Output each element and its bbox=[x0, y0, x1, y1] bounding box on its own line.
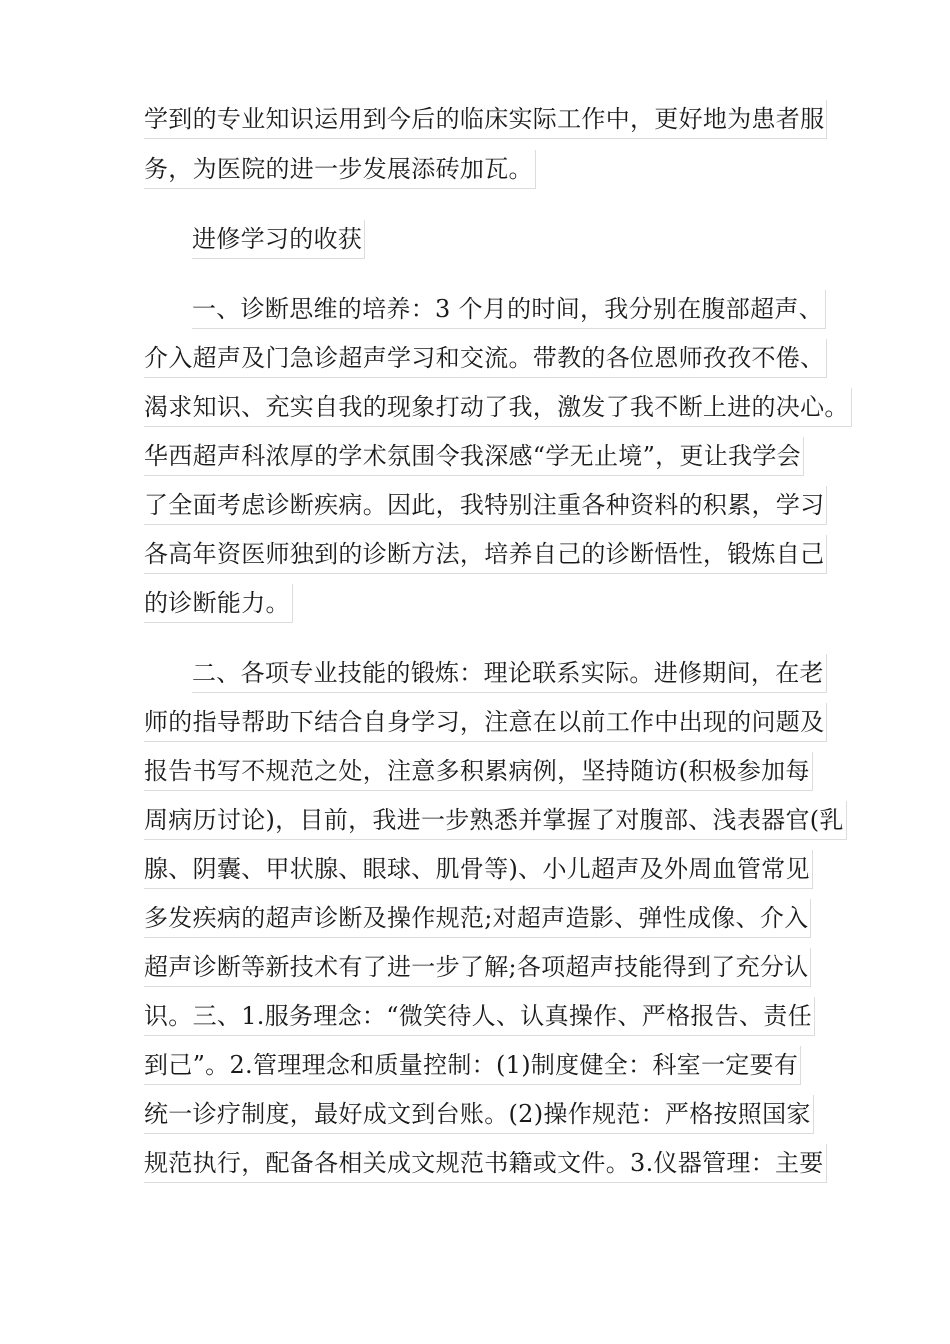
paragraph2-line-2-text: 师的指导帮助下结合自身学习，注意在以前工作中出现的问题及 bbox=[144, 703, 827, 742]
intro-line-2 bbox=[144, 150, 536, 188]
paragraph1-line-1 bbox=[192, 290, 826, 328]
paragraph1-line-6 bbox=[144, 535, 827, 573]
paragraph2-line-7 bbox=[144, 948, 811, 986]
paragraph2-line-5-text: 腺、阴囊、甲状腺、眼球、肌骨等)、小儿超声及外周血管常见 bbox=[144, 850, 813, 889]
paragraph2-line-6 bbox=[144, 899, 811, 937]
paragraph2-line-1-text: 二、各项专业技能的锻炼：理论联系实际。进修期间，在老 bbox=[192, 654, 827, 693]
intro-line-1-text: 学到的专业知识运用到今后的临床实际工作中，更好地为患者服 bbox=[144, 100, 827, 139]
section-heading-text: 进修学习的收获 bbox=[192, 220, 365, 259]
paragraph2-line-10 bbox=[144, 1095, 814, 1133]
paragraph2-line-9-text: 到己”。2.管理理念和质量控制：(1)制度健全：科室一定要有 bbox=[144, 1046, 801, 1085]
paragraph1-line-6-text: 各高年资医师独到的诊断方法，培养自己的诊断悟性，锻炼自己 bbox=[144, 535, 827, 574]
paragraph2-line-4-text: 周病历讨论)，目前，我进一步熟悉并掌握了对腹部、浅表器官(乳 bbox=[144, 801, 847, 840]
paragraph1-line-2 bbox=[144, 339, 827, 377]
paragraph2-line-3 bbox=[144, 752, 813, 790]
paragraph2-line-4 bbox=[144, 801, 847, 839]
paragraph2-line-1 bbox=[192, 654, 827, 692]
paragraph2-line-10-text: 统一诊疗制度，最好成文到台账。(2)操作规范：严格按照国家 bbox=[144, 1095, 814, 1134]
paragraph1-line-3 bbox=[144, 388, 852, 426]
paragraph1-line-7-text: 的诊断能力。 bbox=[144, 584, 293, 623]
paragraph2-line-2 bbox=[144, 703, 827, 741]
paragraph1-line-5 bbox=[144, 486, 827, 524]
paragraph1-line-2-text: 介入超声及门急诊超声学习和交流。带教的各位恩师孜孜不倦、 bbox=[144, 339, 827, 378]
intro-line-2-text: 务，为医院的进一步发展添砖加瓦。 bbox=[144, 150, 536, 189]
paragraph1-line-3-text: 渴求知识、充实自我的现象打动了我，激发了我不断上进的决心。 bbox=[144, 388, 852, 427]
paragraph2-line-7-text: 超声诊断等新技术有了进一步了解;各项超声技能得到了充分认 bbox=[144, 948, 811, 987]
paragraph2-line-3-text: 报告书写不规范之处，注意多积累病例，坚持随访(积极参加每 bbox=[144, 752, 813, 791]
paragraph1-line-4-text: 华西超声科浓厚的学术氛围令我深感“学无止境”，更让我学会 bbox=[144, 437, 804, 476]
paragraph2-line-8-text: 识。三、1.服务理念：“微笑待人、认真操作、严格报告、责任 bbox=[144, 997, 815, 1036]
section-heading bbox=[192, 220, 365, 258]
paragraph2-line-8 bbox=[144, 997, 815, 1035]
paragraph2-line-11-text: 规范执行，配备各相关成文规范书籍或文件。3.仪器管理：主要 bbox=[144, 1144, 827, 1183]
paragraph1-line-1-text: 一、诊断思维的培养：3 个月的时间，我分别在腹部超声、 bbox=[192, 290, 826, 329]
paragraph1-line-5-text: 了全面考虑诊断疾病。因此，我特别注重各种资料的积累，学习 bbox=[144, 486, 827, 525]
paragraph2-line-11 bbox=[144, 1144, 827, 1182]
intro-line-1 bbox=[144, 100, 827, 138]
paragraph1-line-4 bbox=[144, 437, 804, 475]
paragraph1-line-7 bbox=[144, 584, 293, 622]
paragraph2-line-6-text: 多发疾病的超声诊断及操作规范;对超声造影、弹性成像、介入 bbox=[144, 899, 811, 938]
paragraph2-line-5 bbox=[144, 850, 813, 888]
paragraph2-line-9 bbox=[144, 1046, 801, 1084]
